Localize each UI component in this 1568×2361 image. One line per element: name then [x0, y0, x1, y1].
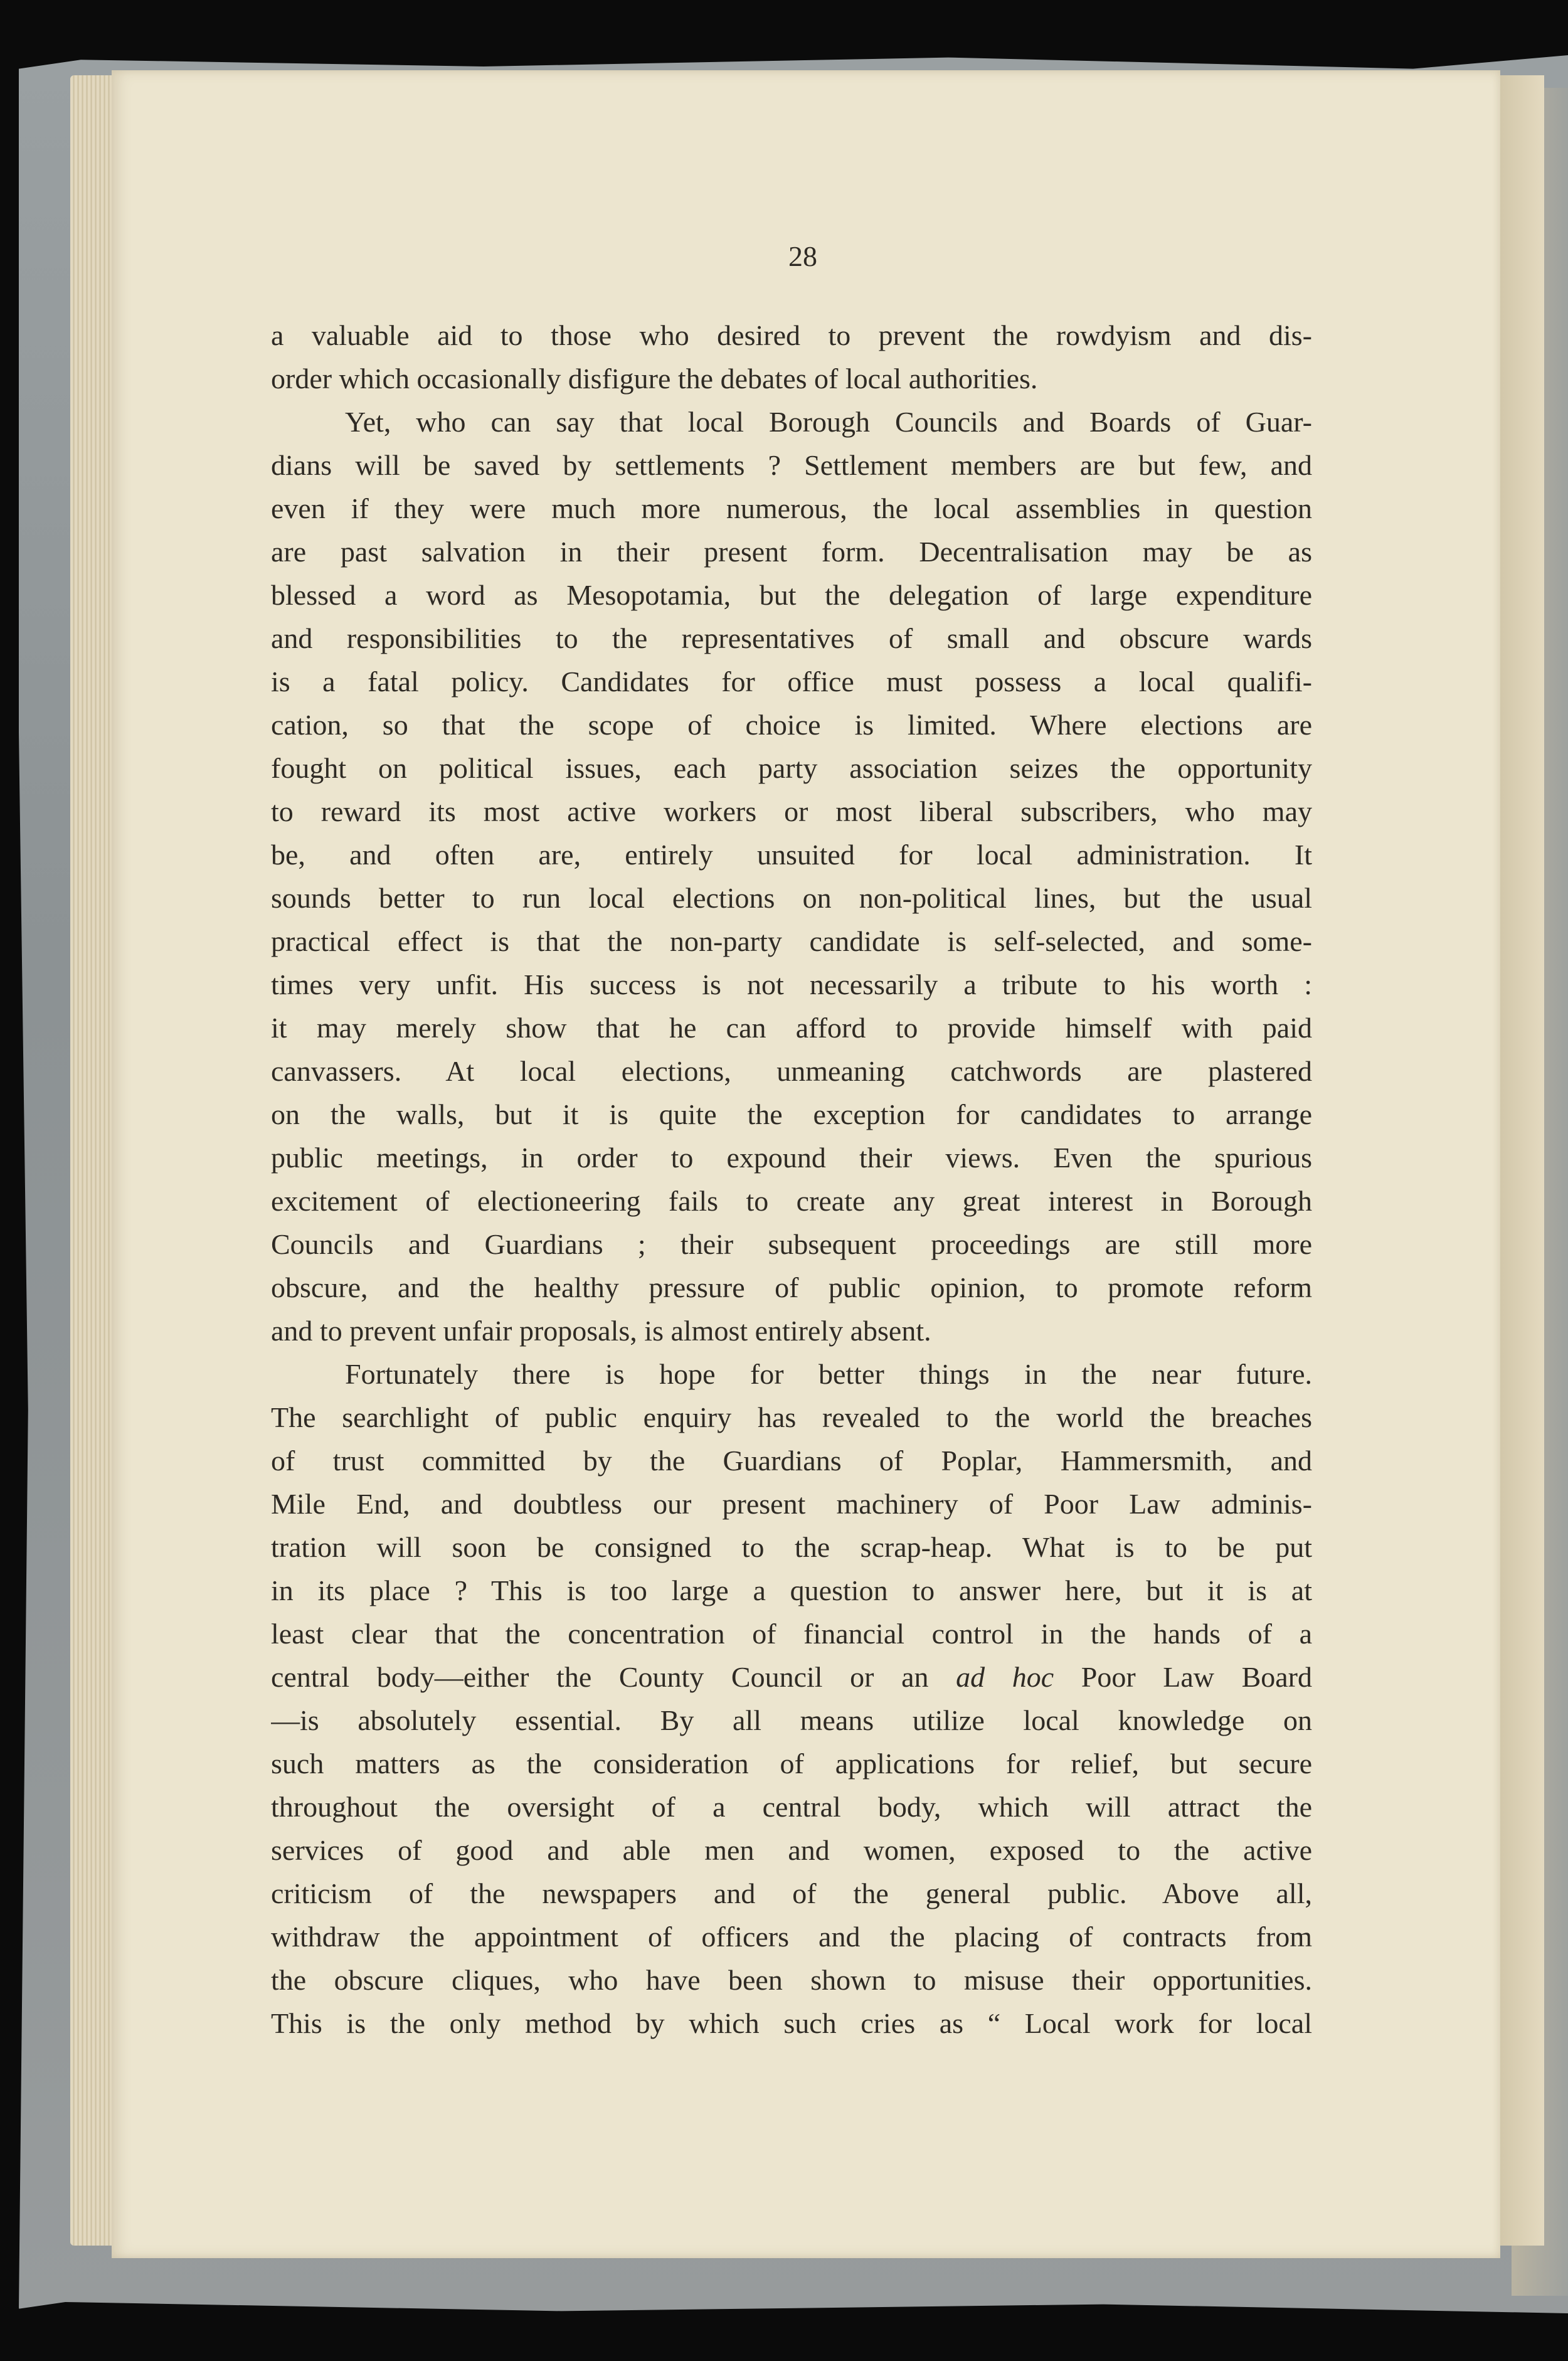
text-line: criticism of the newspapers and of the general public. Above all, [271, 1877, 1312, 1909]
text-line: even if they were much more numerous, the local assemblies in question [271, 492, 1312, 524]
text-line: throughout the oversight of a central body, which will attract the [271, 1791, 1312, 1823]
text-segment: central body—either the County Council or an [271, 1661, 956, 1693]
page-edges-left [70, 75, 114, 2246]
text-line: Fortunately there is hope for better things in the near future. [345, 1358, 1312, 1390]
text-line: blessed a word as Mesopotamia, but the delegation of large expenditure [271, 579, 1312, 611]
text-line: Yet, who can say that local Borough Councils and Boards of Guar- [345, 406, 1312, 438]
text-line: public meetings, in order to expound their views. Even the spurious [271, 1142, 1312, 1174]
text-line: The searchlight of public enquiry has revealed to the world the breaches [271, 1401, 1312, 1433]
text-line: —is absolutely essential. By all means utilize local knowledge on [271, 1704, 1312, 1736]
text-line: tration will soon be consigned to the scrap-heap. What is to be put [271, 1531, 1312, 1563]
text-line: it may merely show that he can afford to provide himself with paid [271, 1012, 1312, 1044]
text-line: withdraw the appointment of officers and the placing of contracts from [271, 1921, 1312, 1953]
text-line: on the walls, but it is quite the exception for candidates to arrange [271, 1098, 1312, 1130]
text-line: a valuable aid to those who desired to prevent the rowdyism and dis- [271, 319, 1312, 351]
page-number: 28 [788, 240, 817, 272]
text-line: cation, so that the scope of choice is limited. Where elections are [271, 709, 1312, 741]
text-line: times very unfit. His success is not necessarily a tribute to his worth : [271, 968, 1312, 1000]
text-line: This is the only method by which such cries as “ Local work for local [271, 2007, 1312, 2039]
text-line: and to prevent unfair proposals, is almost entirely absent. [271, 1315, 931, 1347]
text-line: are past salvation in their present form. Decentralisation may be as [271, 536, 1312, 568]
text-line: such matters as the consideration of applications for relief, but secure [271, 1748, 1312, 1780]
text-line: dians will be saved by settlements ? Settlement members are but few, and [271, 449, 1312, 481]
text-line: of trust committed by the Guardians of Poplar, Hammersmith, and [271, 1445, 1312, 1477]
text-line: is a fatal policy. Candidates for office must possess a local qualifi- [271, 666, 1312, 698]
text-line: least clear that the concentration of financial control in the hands of a [271, 1618, 1312, 1650]
text-line: practical effect is that the non-party candidate is self-selected, and some- [271, 925, 1312, 957]
body-text [271, 314, 1312, 2045]
text-line: Councils and Guardians ; their subsequent proceedings are still more [271, 1228, 1312, 1260]
text-line: canvassers. At local elections, unmeaning catchwords are plastered [271, 1055, 1312, 1087]
text-line: the obscure cliques, who have been shown to misuse their opportunities. [271, 1964, 1312, 1996]
text-line: to reward its most active workers or most liberal subscribers, who may [271, 795, 1312, 827]
text-line: in its place ? This is too large a question to answer here, but it is at [271, 1574, 1312, 1606]
text-line: obscure, and the healthy pressure of public opinion, to promote reform [271, 1271, 1312, 1303]
text-line: be, and often are, entirely unsuited for local administration. It [271, 839, 1312, 871]
text-line: fought on political issues, each party association seizes the opportunity [271, 752, 1312, 784]
text-line: excitement of electioneering fails to create any great interest in Borough [271, 1185, 1312, 1217]
text-line: sounds better to run local elections on non-political lines, but the usual [271, 882, 1312, 914]
text-line: and responsibilities to the representatives of small and obscure wards [271, 622, 1312, 654]
text-line: services of good and able men and women, exposed to the active [271, 1834, 1312, 1866]
text-line-with-italic [271, 1655, 1312, 1699]
facing-page-edge [1500, 75, 1544, 2246]
italic-phrase: ad hoc [956, 1661, 1054, 1693]
text-segment: Poor Law Board [1054, 1661, 1312, 1693]
text-line: order which occasionally disfigure the debates of local authorities. [271, 363, 1038, 395]
text-line: Mile End, and doubtless our present machinery of Poor Law adminis- [271, 1488, 1312, 1520]
